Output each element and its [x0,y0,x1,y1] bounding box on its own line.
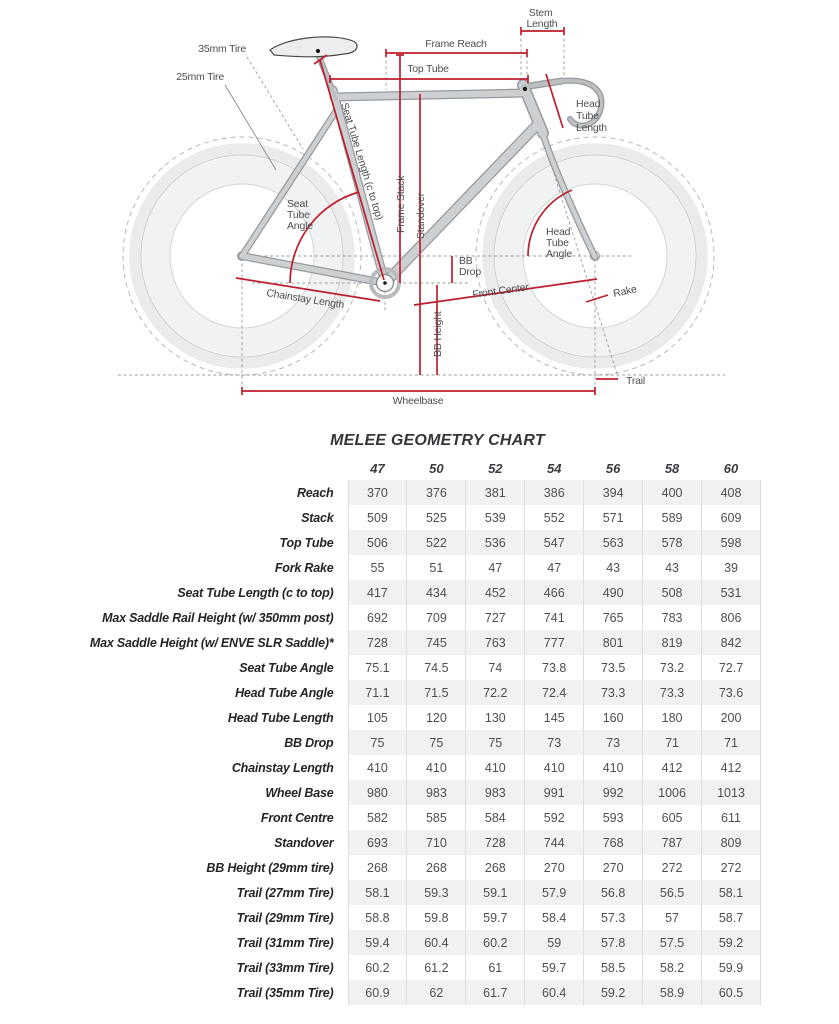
table-row [58,930,761,955]
cell: 58.1 [702,880,761,905]
cell: 585 [407,805,466,830]
cell: 693 [348,830,407,855]
cell: 268 [348,855,407,880]
column-header: 50 [429,460,444,476]
cell: 74 [466,655,525,680]
cell: 578 [643,530,702,555]
row-label: Head Tube Angle [235,685,334,700]
row-label: Max Saddle Rail Height (w/ 350mm post) [102,610,334,625]
cell: 1006 [643,780,702,805]
cell: 59.8 [407,905,466,930]
cell: 268 [407,855,466,880]
cell: 983 [407,780,466,805]
cell: 783 [643,605,702,630]
cell: 73.6 [702,680,761,705]
cell: 59.1 [466,880,525,905]
cell: 47 [525,555,584,580]
cell: 43 [643,555,702,580]
cell: 400 [643,480,702,505]
column-header: 47 [370,460,385,476]
cell: 59.3 [407,880,466,905]
label-seat-tube-length: Seat Tube Length (c to top) [338,101,386,222]
cell: 39 [702,555,761,580]
dim-top-tube [330,75,528,83]
label-trail: Trail [626,375,646,387]
row-label: Front Centre [260,810,334,825]
table-row [58,680,761,705]
saddle-clamp-dot [316,49,320,53]
cell: 72.2 [466,680,525,705]
row-label: Head Tube Length [227,710,334,725]
label-standover: Standover [415,192,427,239]
table-row [58,780,761,805]
cell: 57.5 [643,930,702,955]
cell: 410 [525,755,584,780]
label-bb-height: BB Height [432,311,444,357]
label-rake: Rake [612,283,638,300]
cell: 120 [407,705,466,730]
row-label: Trail (35mm Tire) [236,985,334,1000]
label-chainstay-length: Chainstay Length [265,287,345,312]
label-stem-length: Stem Length [526,7,558,30]
column-header: 56 [605,460,621,476]
cell: 593 [584,805,643,830]
cell: 58.4 [525,905,584,930]
label-front-center: Front Center [471,281,530,301]
cell: 75 [466,730,525,755]
cell: 61.2 [407,955,466,980]
cell: 417 [348,580,407,605]
cell: 59.2 [702,930,761,955]
row-label: Seat Tube Length (c to top) [177,585,334,600]
cell: 394 [584,480,643,505]
cell: 59.7 [525,955,584,980]
cell: 57.8 [584,930,643,955]
row-label: Trail (29mm Tire) [236,910,334,925]
cell: 73.2 [643,655,702,680]
cell: 842 [702,630,761,655]
cell: 728 [348,630,407,655]
cell: 60.4 [407,930,466,955]
cell: 71 [702,730,761,755]
label-seat-tube-angle: Seat Tube Angle [287,198,313,232]
cell: 56.8 [584,880,643,905]
row-label: Chainstay Length [231,760,334,775]
label-frame-stack: Frame Stack [395,175,407,233]
cell: 145 [525,705,584,730]
cell: 410 [407,755,466,780]
cell: 1013 [702,780,761,805]
saddle [270,37,357,57]
row-label: Wheel Base [265,785,334,800]
cell: 60.9 [348,980,407,1005]
table-row [58,980,761,1005]
row-label: Seat Tube Angle [239,660,334,675]
cell: 73.3 [643,680,702,705]
row-label: BB Drop [284,735,334,750]
column-header: 54 [546,460,562,476]
label-bb-drop: BB Drop [459,255,481,278]
cell: 58.9 [643,980,702,1005]
cell: 270 [584,855,643,880]
cell: 72.7 [702,655,761,680]
cell: 60.2 [466,930,525,955]
dim-rake [586,295,608,302]
cell: 73.3 [584,680,643,705]
cell: 381 [466,480,525,505]
cell: 410 [466,755,525,780]
cell: 71.5 [407,680,466,705]
cell: 571 [584,505,643,530]
table-row [58,655,761,680]
cell: 787 [643,830,702,855]
cell: 452 [466,580,525,605]
cell: 56.5 [643,880,702,905]
cell: 819 [643,630,702,655]
table-row [58,905,761,930]
cell: 991 [525,780,584,805]
cell: 563 [584,530,643,555]
table-row [58,955,761,980]
cell: 59.4 [348,930,407,955]
cell: 43 [584,555,643,580]
table-row [58,805,761,830]
cell: 506 [348,530,407,555]
cell: 58.2 [643,955,702,980]
cell: 72.4 [525,680,584,705]
cell: 410 [584,755,643,780]
cell: 47 [466,555,525,580]
cell: 58.5 [584,955,643,980]
cell: 55 [348,555,407,580]
cell: 60.5 [702,980,761,1005]
cell: 272 [643,855,702,880]
cell: 200 [702,705,761,730]
cell: 75 [407,730,466,755]
cell: 525 [407,505,466,530]
cell: 61.7 [466,980,525,1005]
cell: 74.5 [407,655,466,680]
table-row [58,530,761,555]
cell: 592 [525,805,584,830]
cell: 536 [466,530,525,555]
cell: 763 [466,630,525,655]
label-25mm-tire: 25mm Tire [176,71,224,83]
cell: 522 [407,530,466,555]
table-body [58,480,761,1005]
column-header: 58 [664,460,680,476]
cell: 531 [702,580,761,605]
cell: 584 [466,805,525,830]
cell: 62 [407,980,466,1005]
cell: 801 [584,630,643,655]
cell: 370 [348,480,407,505]
cell: 71.1 [348,680,407,705]
cell: 59.2 [584,980,643,1005]
row-label: Standover [274,835,334,850]
cell: 611 [702,805,761,830]
cell: 59.7 [466,905,525,930]
table-row [58,830,761,855]
row-label: Max Saddle Height (w/ ENVE SLR Saddle)* [89,635,334,650]
cell: 692 [348,605,407,630]
cell: 130 [466,705,525,730]
label-frame-reach: Frame Reach [425,38,487,50]
row-label: Trail (33mm Tire) [236,960,334,975]
cell: 58.1 [348,880,407,905]
label-head-tube-length: Head Tube Length [576,98,607,134]
cell: 605 [643,805,702,830]
bike-geometry-diagram [0,0,839,420]
cell: 765 [584,605,643,630]
cell: 992 [584,780,643,805]
cell: 73 [525,730,584,755]
cell: 410 [348,755,407,780]
cell: 73.5 [584,655,643,680]
cell: 709 [407,605,466,630]
cell: 268 [466,855,525,880]
cell: 728 [466,830,525,855]
cell: 412 [702,755,761,780]
cell: 376 [407,480,466,505]
table-row [58,580,761,605]
cell: 727 [466,605,525,630]
cell: 589 [643,505,702,530]
cell: 60.4 [525,980,584,1005]
cell: 710 [407,830,466,855]
dim-frame-stack [396,55,404,283]
cell: 809 [702,830,761,855]
cell: 73.8 [525,655,584,680]
row-label: Trail (27mm Tire) [236,885,334,900]
geometry-table [58,456,761,1005]
cell: 75.1 [348,655,407,680]
cell: 73 [584,730,643,755]
cell: 408 [702,480,761,505]
cell: 983 [466,780,525,805]
cell: 386 [525,480,584,505]
cell: 508 [643,580,702,605]
cell: 539 [466,505,525,530]
row-label: Fork Rake [274,560,334,575]
head-top-dot [523,87,527,91]
cell: 58.7 [702,905,761,930]
table-row [58,705,761,730]
cell: 744 [525,830,584,855]
table-row [58,605,761,630]
cell: 609 [702,505,761,530]
cell: 741 [525,605,584,630]
label-head-tube-angle: Head Tube Angle [546,226,572,260]
cell: 806 [702,605,761,630]
cell: 777 [525,630,584,655]
cell: 552 [525,505,584,530]
cell: 60.2 [348,955,407,980]
label-wheelbase: Wheelbase [392,395,444,407]
cell: 180 [643,705,702,730]
cell: 509 [348,505,407,530]
table-row [58,855,761,880]
cell: 434 [407,580,466,605]
cell: 61 [466,955,525,980]
row-label: Reach [296,485,334,500]
cell: 466 [525,580,584,605]
cell: 490 [584,580,643,605]
cell: 51 [407,555,466,580]
row-label: Top Tube [279,535,334,550]
table-row [58,730,761,755]
cell: 547 [525,530,584,555]
row-label: Trail (31mm Tire) [236,935,334,950]
label-top-tube: Top Tube [407,63,449,75]
cell: 57 [643,905,702,930]
cell: 270 [525,855,584,880]
cell: 160 [584,705,643,730]
table-row [58,755,761,780]
row-label: BB Height (29mm tire) [206,860,334,875]
header-corner [58,456,348,480]
cell: 412 [643,755,702,780]
chart-title: MELEE GEOMETRY CHART [330,432,545,449]
geometry-chart-section [58,432,761,1005]
cell: 57.9 [525,880,584,905]
table-header [58,456,761,480]
table-row [58,480,761,505]
cell: 980 [348,780,407,805]
dim-wheelbase [242,387,595,395]
cell: 105 [348,705,407,730]
cell: 57.3 [584,905,643,930]
cell: 598 [702,530,761,555]
label-35mm-tire: 35mm Tire [198,43,246,55]
table-row [58,555,761,580]
table-row [58,630,761,655]
cell: 768 [584,830,643,855]
cell: 75 [348,730,407,755]
column-header: 52 [488,460,503,476]
cell: 272 [702,855,761,880]
cell: 58.8 [348,905,407,930]
cell: 59.9 [702,955,761,980]
cell: 745 [407,630,466,655]
row-label: Stack [301,510,334,525]
table-row [58,880,761,905]
cell: 59 [525,930,584,955]
table-row [58,505,761,530]
column-header: 60 [723,460,739,476]
cell: 582 [348,805,407,830]
cell: 71 [643,730,702,755]
dim-frame-reach [386,49,527,57]
